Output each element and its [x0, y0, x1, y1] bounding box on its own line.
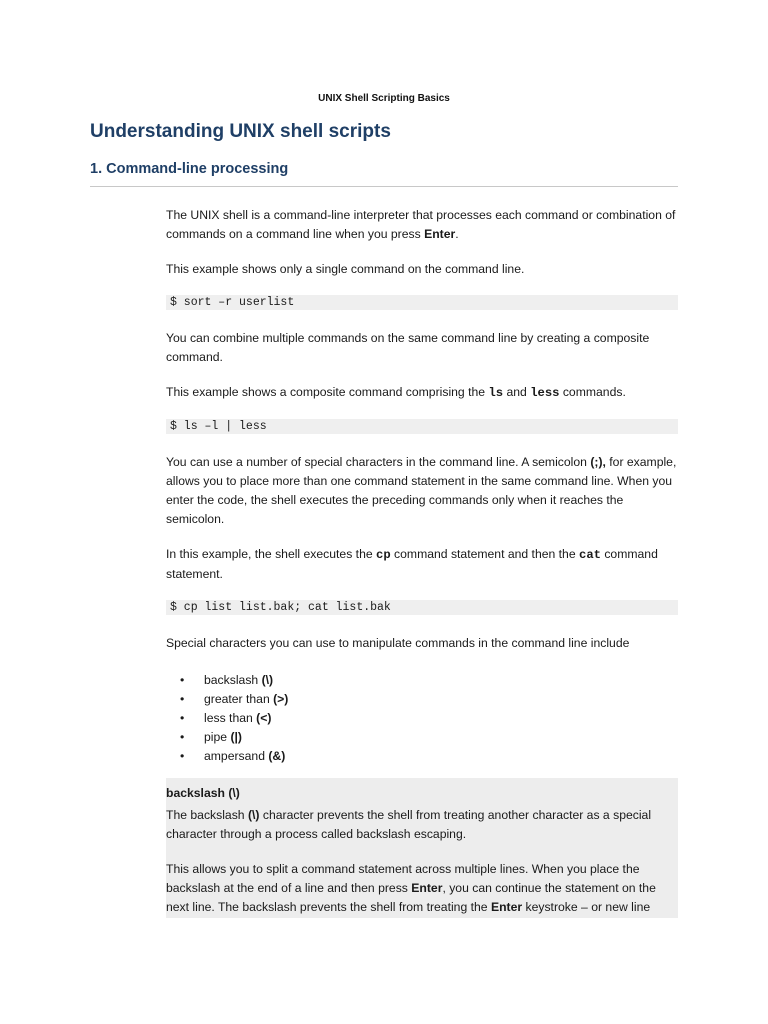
intro-text-end: . [455, 227, 459, 241]
main-content [166, 206, 678, 918]
special-char-symbol: (>) [273, 692, 289, 706]
semicolon-text: You can use a number of special characters in the command line. A semicolon [166, 455, 591, 469]
composite-example-paragraph [166, 383, 678, 403]
backslash-text: The backslash [166, 808, 248, 822]
list-item [166, 671, 678, 690]
bullet-icon: • [180, 692, 185, 706]
semicolon-text-end: for example, allows you to place more than one command statement in the same command line. When you enter the code, the shell executes the preceding commands only when it reaches the semicolon. [166, 455, 677, 526]
special-char-name: pipe [204, 730, 228, 744]
backslash-box-paragraph-2 [166, 860, 674, 917]
cp-cat-text: In this example, the shell executes the [166, 547, 377, 561]
section-heading: 1. Command-line processing [90, 161, 289, 177]
backslash-box-paragraph [166, 806, 674, 844]
intro-text: The UNIX shell is a command-line interpreter that processes each command or combination of commands on a command line when you press [166, 208, 676, 241]
special-chars-paragraph: Special characters you can use to manipulate commands in the command line include [166, 636, 630, 650]
single-command-paragraph: This example shows only a single command on the command line. [166, 262, 525, 276]
code-block-ls: $ ls –l | less [166, 419, 678, 434]
composite-example-end: commands. [559, 385, 626, 399]
bullet-icon: • [180, 673, 185, 687]
composite-example-text: This example shows a composite command comprising the [166, 385, 489, 399]
cp-command: cp [376, 548, 391, 562]
special-char-name: less than [204, 711, 253, 725]
cp-cat-paragraph [166, 545, 678, 584]
split-text-end: keystroke – or new line [522, 900, 651, 914]
less-command: less [530, 386, 560, 400]
list-item [166, 747, 678, 766]
cp-cat-mid: command statement and then the [390, 547, 579, 561]
special-char-name: backslash [204, 673, 259, 687]
backslash-box [166, 778, 678, 918]
special-char-symbol: (|) [230, 730, 242, 744]
list-item [166, 690, 678, 709]
ls-command: ls [488, 386, 504, 400]
page-header: UNIX Shell Scripting Basics [318, 93, 450, 104]
backslash-text-end: character prevents the shell from treating another character as a special character through a process called backslash escaping. [166, 808, 652, 841]
special-char-symbol: (\) [261, 673, 274, 687]
page-title: Understanding UNIX shell scripts [90, 121, 391, 142]
code-block-sort: $ sort –r userlist [166, 295, 678, 310]
special-char-name: greater than [204, 692, 270, 706]
special-chars-list [166, 671, 678, 766]
cp-cat-end: command statement. [166, 547, 658, 581]
split-text-mid: , you can continue the statement on the next line. The backslash prevents the shell from treating the [166, 881, 656, 914]
composite-paragraph: You can combine multiple commands on the same command line by creating a composite command. [166, 331, 650, 364]
list-item [166, 709, 678, 728]
composite-example-and: and [503, 385, 531, 399]
code-block-cp: $ cp list list.bak; cat list.bak [166, 600, 678, 615]
list-item [166, 728, 678, 747]
intro-paragraph [166, 206, 678, 244]
backslash-box-title: backslash (\) [166, 786, 240, 800]
special-char-name: ampersand [204, 749, 265, 763]
section-divider [90, 186, 678, 187]
bullet-icon: • [180, 749, 185, 763]
enter-key-label: Enter [411, 881, 443, 895]
special-char-symbol: (&) [268, 749, 286, 763]
bullet-icon: • [180, 711, 185, 725]
semicolon-symbol: (;), [590, 455, 606, 469]
cat-command: cat [579, 548, 601, 562]
semicolon-paragraph [166, 453, 678, 529]
bullet-icon: • [180, 730, 185, 744]
enter-key-label: Enter [424, 227, 456, 241]
split-text: This allows you to split a command statement across multiple lines. When you place the backslash at the end of a line and then press [166, 862, 640, 895]
special-char-symbol: (<) [256, 711, 272, 725]
enter-key-label: Enter [490, 900, 523, 914]
backslash-symbol: (\) [247, 808, 260, 822]
